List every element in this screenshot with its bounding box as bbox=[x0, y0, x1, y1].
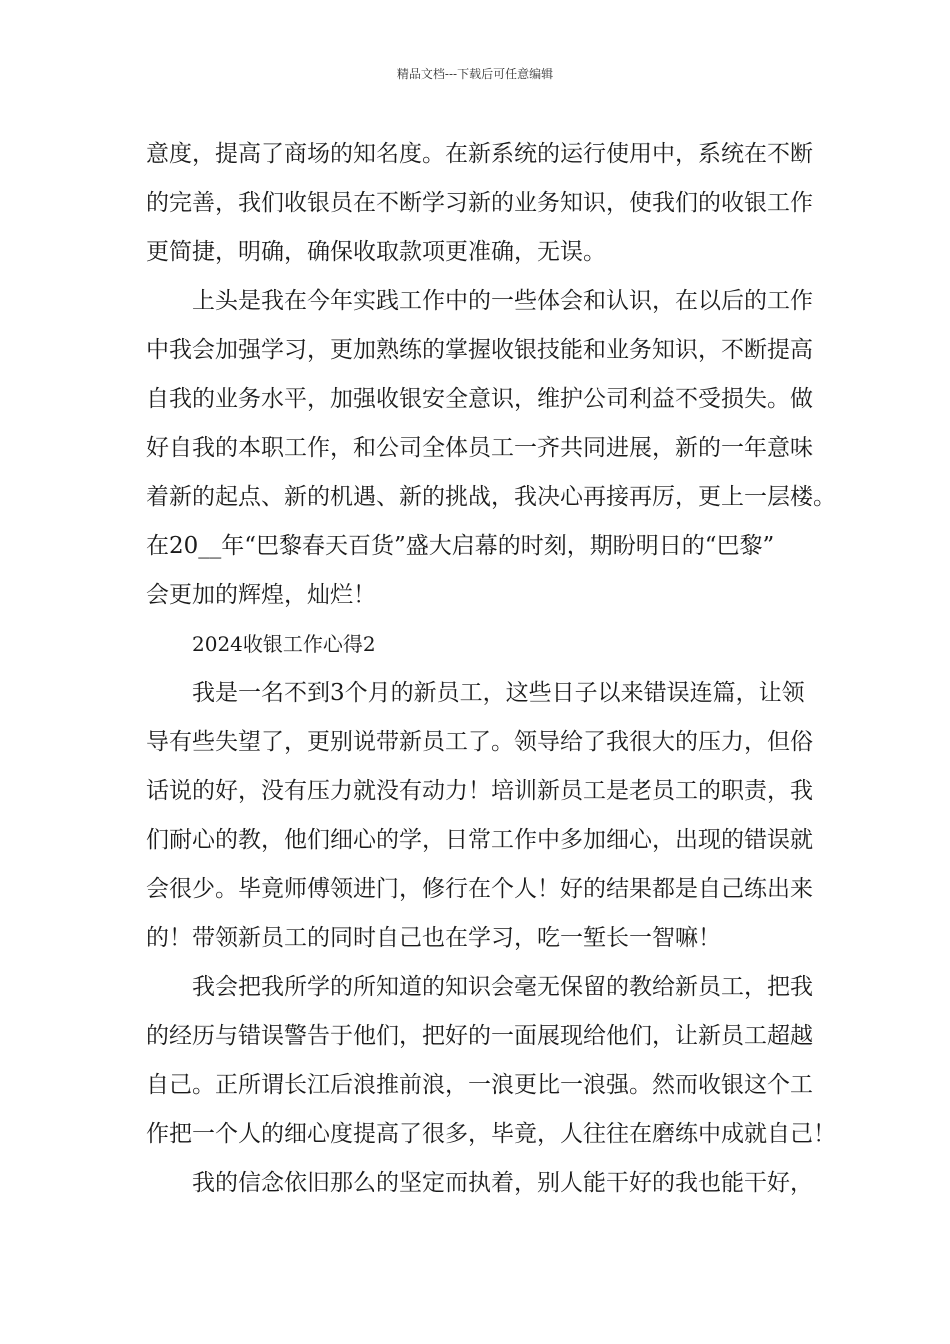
text-line: 意度，提高了商场的知名度。在新系统的运行使用中，系统在不断 bbox=[146, 141, 813, 167]
text-line: 会更加的辉煌，灿烂！ bbox=[146, 582, 376, 608]
text-line: 的！带领新员工的同时自己也在学习，吃一堑长一智嘛！ bbox=[146, 925, 721, 951]
text-line: 着新的起点、新的机遇、新的挑战，我决心再接再厉，更上一层楼。 bbox=[146, 484, 836, 510]
text-line: 我是一名不到3个月的新员工，这些日子以来错误连篇，让领 bbox=[192, 680, 805, 706]
text-line: 的完善，我们收银员在不断学习新的业务知识，使我们的收银工作 bbox=[146, 190, 813, 216]
text-line: 更简捷，明确，确保收取款项更准确，无误。 bbox=[146, 239, 606, 265]
text-line: 们耐心的教，他们细心的学，日常工作中多加细心，出现的错误就 bbox=[146, 827, 813, 853]
text-line: 上头是我在今年实践工作中的一些体会和认识，在以后的工作 bbox=[192, 288, 813, 314]
text-line: 自己。正所谓长江后浪推前浪，一浪更比一浪强。然而收银这个工 bbox=[146, 1072, 813, 1098]
text-line: 好自我的本职工作，和公司全体员工一齐共同进展，新的一年意味 bbox=[146, 435, 813, 461]
text-line: 中我会加强学习，更加熟练的掌握收银技能和业务知识，不断提高 bbox=[146, 337, 813, 363]
text-line: 我会把我所学的所知道的知识会毫无保留的教给新员工，把我 bbox=[192, 974, 813, 1000]
text-line: 我的信念依旧那么的坚定而执着，别人能干好的我也能干好， bbox=[192, 1170, 813, 1196]
section-title: 2024收银工作心得2 bbox=[192, 632, 376, 656]
text-line: 会很少。毕竟师傅领进门，修行在个人！好的结果都是自己练出来 bbox=[146, 876, 813, 902]
document-body bbox=[146, 130, 836, 1208]
text-line: 导有些失望了，更别说带新员工了。领导给了我很大的压力，但俗 bbox=[146, 729, 813, 755]
text-line: 自我的业务水平，加强收银安全意识，维护公司利益不受损失。做 bbox=[146, 386, 813, 412]
text-line: 在20__年“巴黎春天百货”盛大启幕的时刻，期盼明日的“巴黎” bbox=[146, 533, 775, 559]
text-line: 作把一个人的细心度提高了很多，毕竟，人往往在磨练中成就自己！ bbox=[146, 1121, 836, 1147]
page-header: 精品文档---下载后可任意编辑 bbox=[396, 67, 554, 81]
text-line: 话说的好，没有压力就没有动力！培训新员工是老员工的职责，我 bbox=[146, 778, 813, 804]
text-line: 的经历与错误警告于他们，把好的一面展现给他们，让新员工超越 bbox=[146, 1023, 813, 1049]
